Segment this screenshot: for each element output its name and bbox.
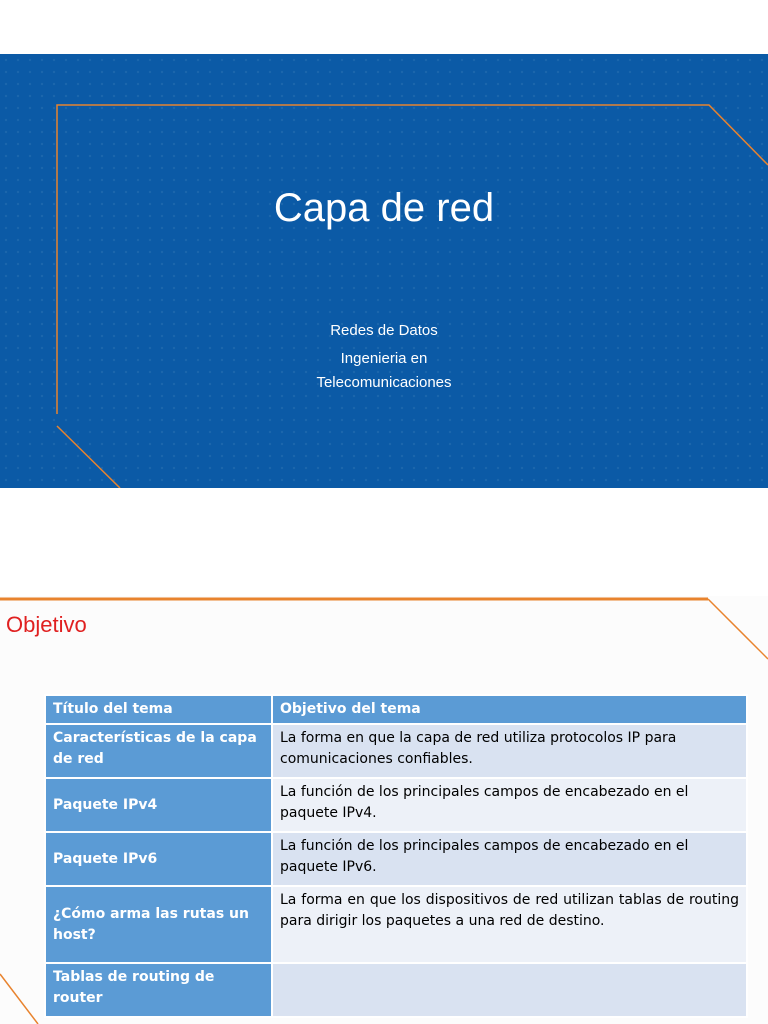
objective-slide	[0, 596, 768, 1024]
table-row	[45, 963, 747, 1017]
topic-cell: Paquete IPv4	[45, 778, 272, 832]
topic-cell: Paquete IPv6	[45, 832, 272, 886]
topic-cell: Características de la capa de red	[45, 724, 272, 778]
table-row	[45, 832, 747, 886]
table-row	[45, 886, 747, 963]
topic-cell: ¿Cómo arma las rutas un host?	[45, 886, 272, 963]
column-header: Título del tema	[45, 695, 272, 724]
slide-title: Capa de red	[273, 186, 495, 230]
topic-cell: Tablas de routing de router	[45, 963, 272, 1017]
slide-subtitle	[0, 319, 768, 399]
objective-cell: La función de los principales campos de encabezado en el paquete IPv6.	[272, 832, 747, 886]
slide-title: Objetivo	[6, 612, 87, 637]
objective-cell	[272, 963, 747, 1017]
objective-cell: La forma en que la capa de red utiliza protocolos IP para comunicaciones confiables.	[272, 724, 747, 778]
objectives-table	[44, 694, 748, 1018]
table-row	[45, 724, 747, 778]
subtitle-line: Ingenieria en Telecomunicaciones	[316, 350, 452, 391]
objective-cell: La forma en que los dispositivos de red utilizan tablas de routing para dirigir los paquetes a una red de destino.	[272, 886, 747, 963]
title-slide	[0, 54, 768, 488]
objective-cell: La función de los principales campos de encabezado en el paquete IPv4.	[272, 778, 747, 832]
table-header-row	[45, 695, 747, 724]
slide-frame-decoration	[0, 54, 768, 488]
subtitle-line: Redes de Datos	[330, 322, 438, 339]
column-header: Objetivo del tema	[272, 695, 747, 724]
table-row	[45, 778, 747, 832]
